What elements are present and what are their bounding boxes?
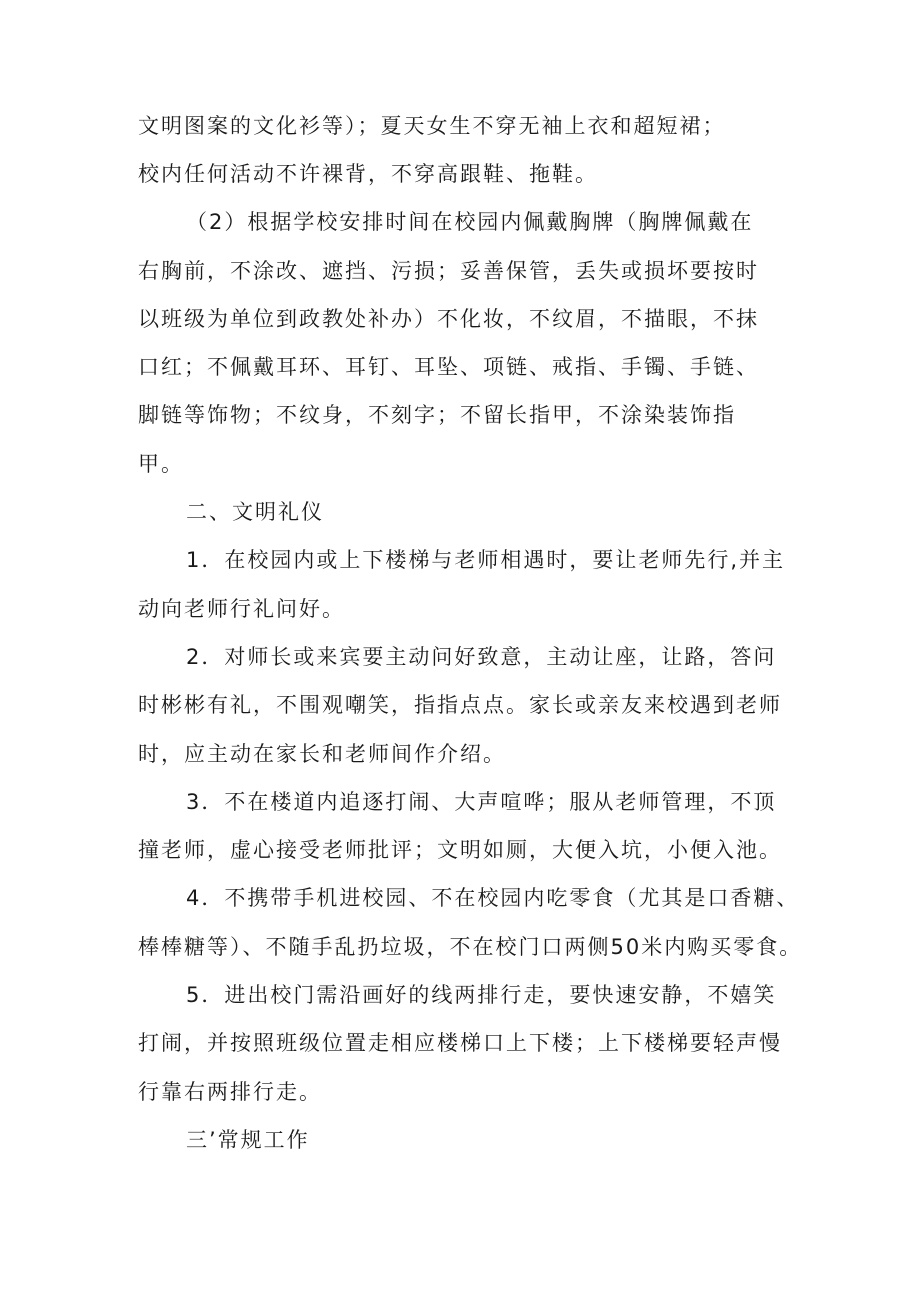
text-line-3: （2）根据学校安排时间在校园内佩戴胸牌（胸牌佩戴在 bbox=[186, 210, 754, 234]
text-line-11: 动向老师行礼问好。 bbox=[138, 597, 345, 621]
text-line-13: 时彬彬有礼，不围观嘲笑，指指点点。家长或亲友来校遇到老师 bbox=[138, 693, 782, 717]
text-line-6: 口红；不佩戴耳环、耳钉、耳坠、项链、戒指、手镯、手链、 bbox=[138, 355, 759, 379]
text-line-18: 棒棒糖等）、不随手乱扔垃圾，不在校门口两侧50米内购买零食。 bbox=[138, 935, 803, 959]
text-line-14: 时，应主动在家长和老师间作介绍。 bbox=[138, 742, 506, 766]
text-line-10: 1．在校园内或上下楼梯与老师相遇时，要让老师先行,并主 bbox=[186, 548, 786, 572]
text-line-2: 校内任何活动不许裸背，不穿高跟鞋、拖鞋。 bbox=[138, 162, 598, 186]
section-heading-2: 二、文明礼仪 bbox=[186, 500, 324, 524]
text-line-16: 撞老师，虚心接受老师批评；文明如厕，大便入坑，小便入池。 bbox=[138, 838, 782, 862]
text-line-1: 文明图案的文化衫等）；夏天女生不穿无袖上衣和超短裙； bbox=[138, 114, 726, 138]
text-line-4: 右胸前，不涂改、遮挡、污损；妥善保管，丢失或损坏要按时 bbox=[138, 259, 759, 283]
section-heading-3: 三’常规工作 bbox=[186, 1128, 310, 1152]
text-line-8: 甲。 bbox=[138, 452, 184, 476]
text-line-12: 2．对师长或来宾要主动问好致意，主动让座，让路，答问 bbox=[186, 645, 777, 669]
text-line-20: 打闹，并按照班级位置走相应楼梯口上下楼；上下楼梯要轻声慢 bbox=[138, 1031, 782, 1055]
text-line-7: 脚链等饰物；不纹身，不刻字；不留长指甲，不涂染装饰指 bbox=[138, 403, 736, 427]
text-line-5: 以班级为单位到政教处补办）不化妆，不纹眉，不描眼，不抹 bbox=[138, 307, 759, 331]
text-line-17: 4．不携带手机进校园、不在校园内吃零食（尤其是口香糖、 bbox=[186, 886, 800, 910]
text-line-19: 5．进出校门需沿画好的线两排行走，要快速安静，不嬉笑 bbox=[186, 983, 777, 1007]
text-line-15: 3．不在楼道内追逐打闹、大声喧哗；服从老师管理，不顶 bbox=[186, 790, 777, 814]
text-line-21: 行靠右两排行走。 bbox=[138, 1080, 322, 1104]
